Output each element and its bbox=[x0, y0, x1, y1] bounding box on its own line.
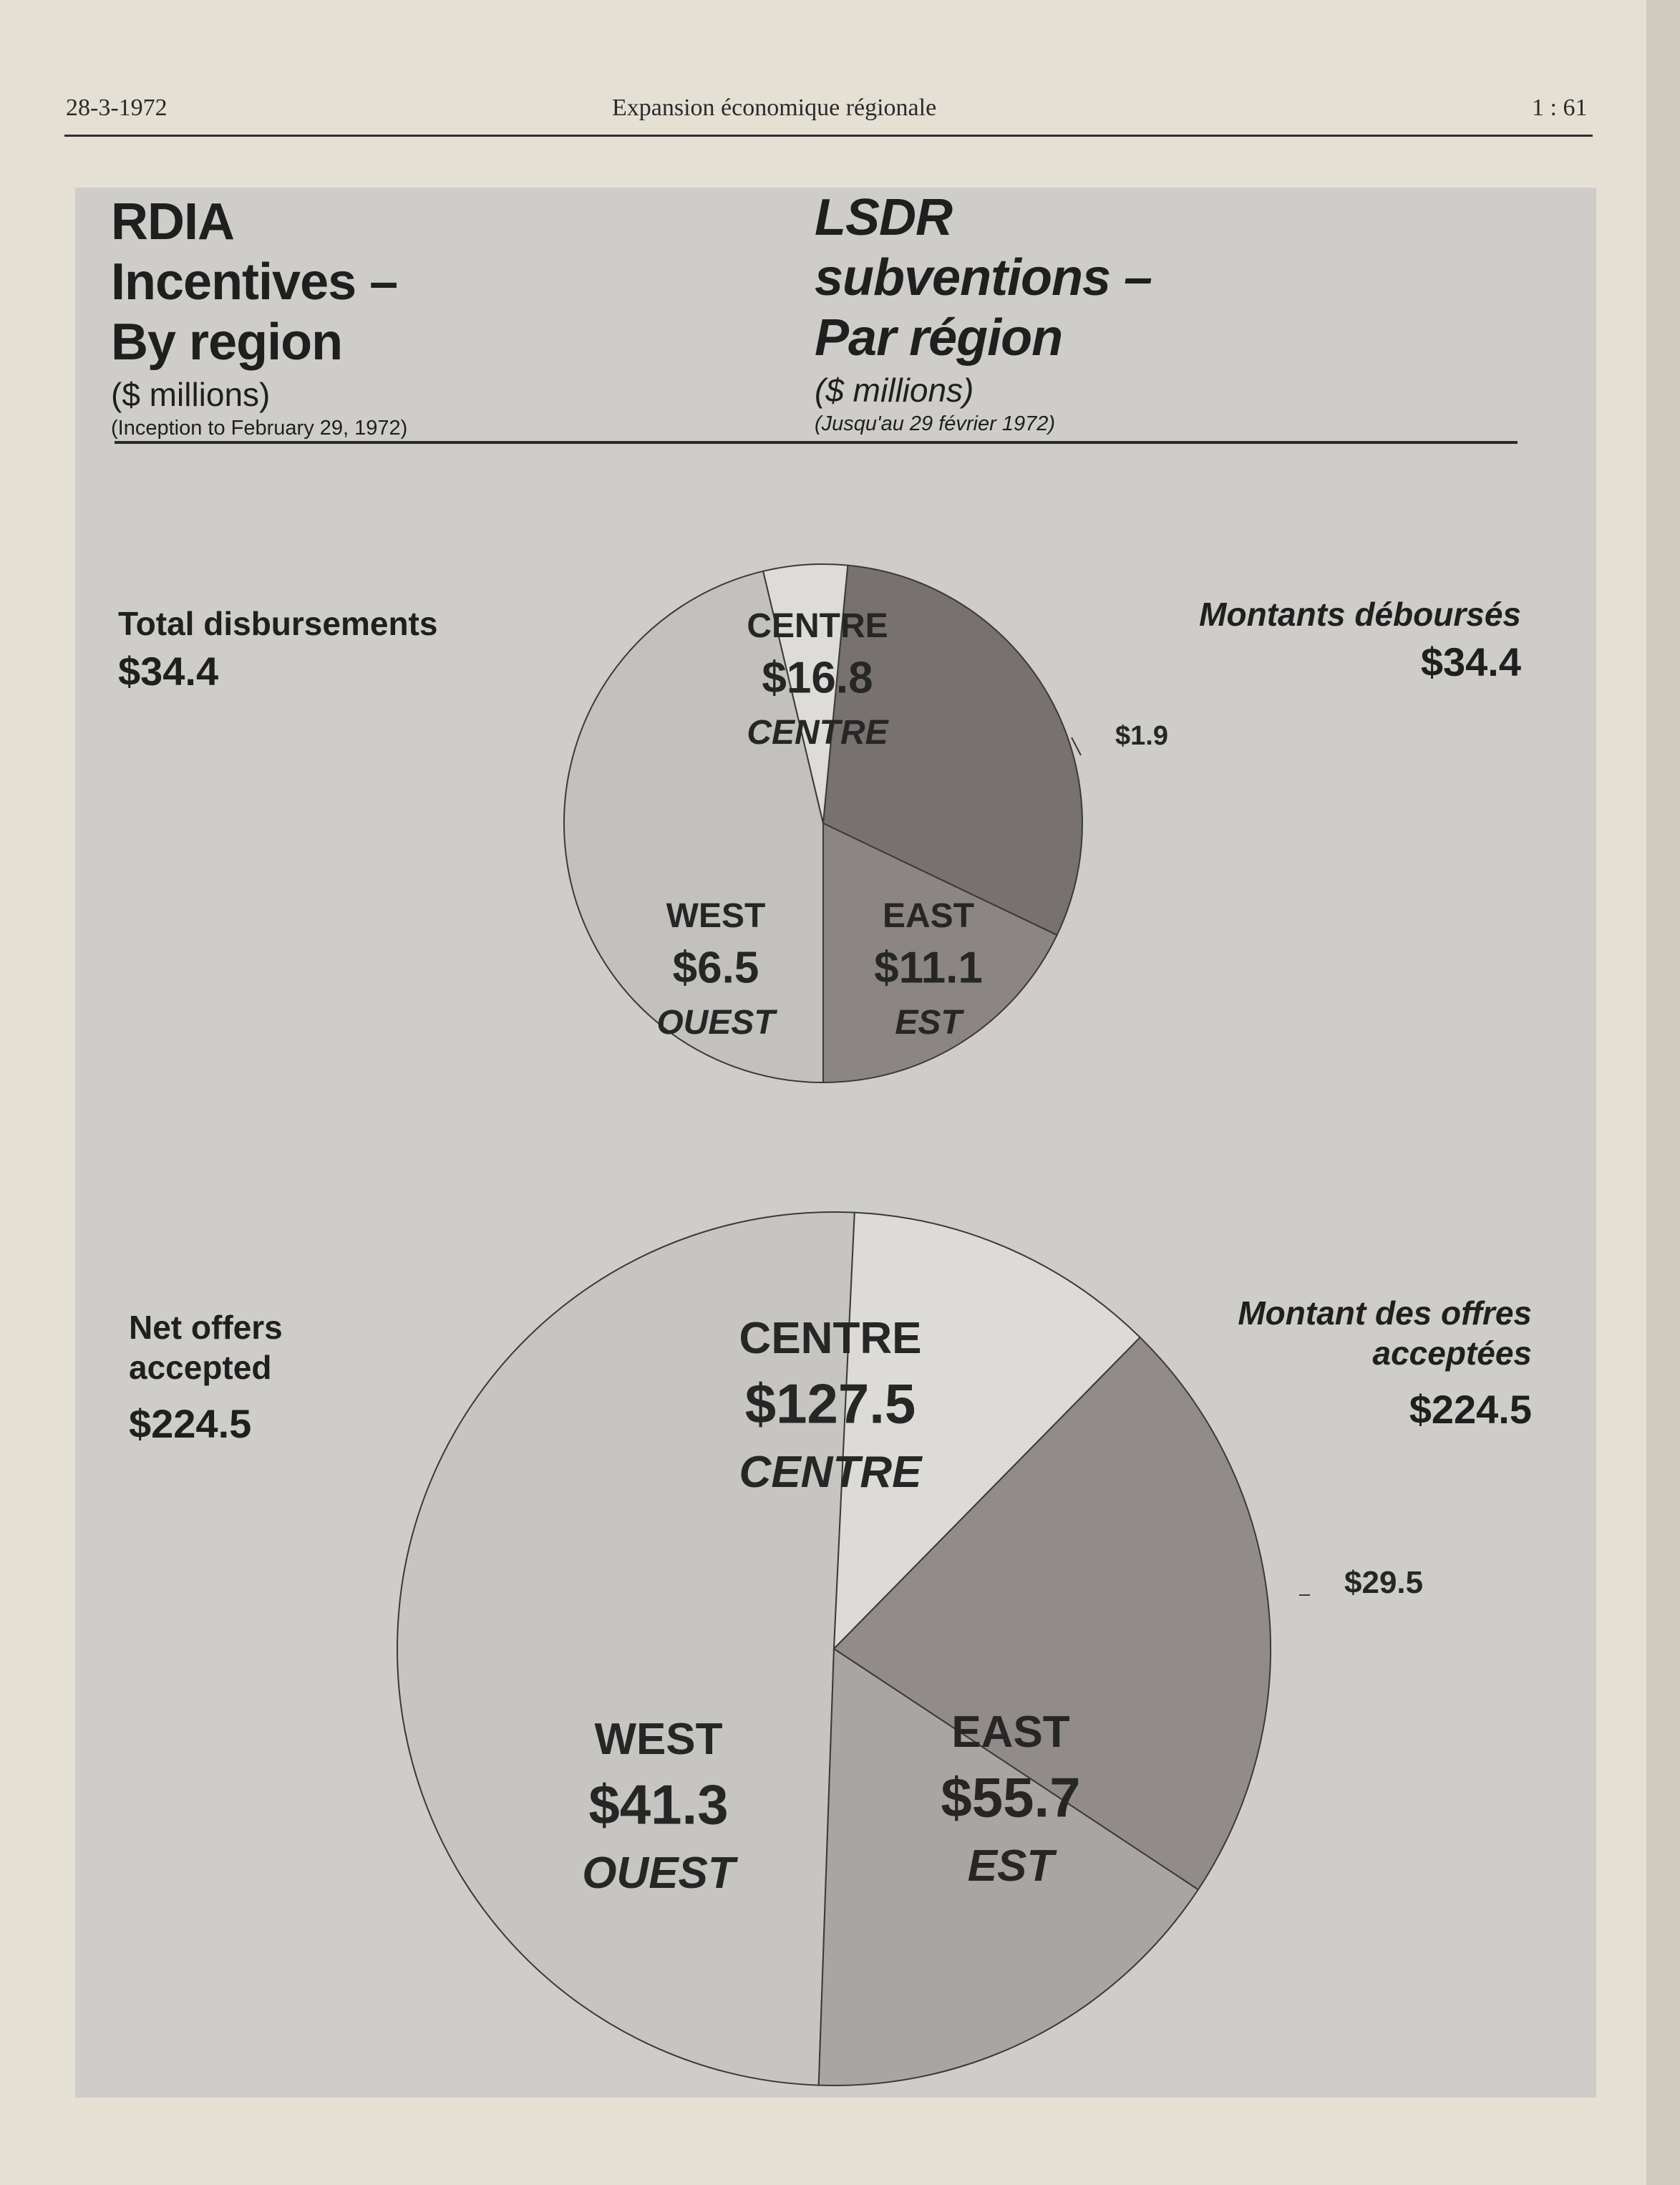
pie1-label-text: Montants déboursés bbox=[1199, 596, 1521, 633]
pie1-total: $34.4 bbox=[118, 649, 219, 694]
pie1-slice-other-value: $1.9 bbox=[1115, 721, 1168, 751]
pie1-label-text: Total disbursements bbox=[118, 605, 438, 642]
title-period: (Inception to February 29, 1972) bbox=[111, 417, 408, 440]
pie1-slice-east-name-fr: EST bbox=[895, 1003, 962, 1042]
pie2-slice-centre-name: CENTRE bbox=[739, 1314, 922, 1363]
title-period: (Jusqu'au 29 février 1972) bbox=[815, 412, 1056, 435]
title-line: By region bbox=[111, 314, 343, 371]
pie2-label-text: Net offers accepted bbox=[129, 1309, 283, 1386]
pie2-slice-west-name: WEST bbox=[594, 1715, 723, 1764]
pie2-total: $224.5 bbox=[1409, 1387, 1532, 1432]
pie2-slice-east-name-fr: EST bbox=[967, 1841, 1054, 1891]
pie1-slice-centre-value: $16.8 bbox=[762, 653, 873, 703]
header-title: Expansion économique régionale bbox=[612, 95, 937, 121]
pie2-slice-centre-name-fr: CENTRE bbox=[739, 1448, 922, 1498]
pie1-slice-west-name: WEST bbox=[666, 897, 766, 935]
pie2-slice-west-name-fr: OUEST bbox=[582, 1849, 735, 1899]
pie2-label-text: Montant des offres acceptées bbox=[1238, 1294, 1532, 1372]
pie2-total: $224.5 bbox=[129, 1401, 252, 1446]
pie2-slice-centre-value: $127.5 bbox=[744, 1372, 916, 1435]
pie2-slice-east-value: $55.7 bbox=[941, 1765, 1081, 1829]
title-line: subventions – bbox=[815, 249, 1152, 306]
pie1-slice-west-name-fr: OUEST bbox=[656, 1003, 775, 1042]
title-line: RDIA bbox=[111, 193, 234, 251]
pie2-slice-other-value: $29.5 bbox=[1344, 1565, 1424, 1600]
title-line: LSDR bbox=[815, 189, 952, 246]
title-line: Par région bbox=[815, 309, 1063, 367]
header-page-number: 1 : 61 bbox=[1532, 95, 1588, 121]
header-date: 28-3-1972 bbox=[66, 95, 167, 121]
pie2-slice-east-name: EAST bbox=[951, 1707, 1070, 1757]
title-units: ($ millions) bbox=[815, 372, 974, 409]
title-units: ($ millions) bbox=[111, 376, 271, 413]
pie1-slice-centre-name-fr: CENTRE bbox=[747, 713, 888, 752]
pie1-slice-centre-name: CENTRE bbox=[747, 607, 888, 645]
title-line: Incentives – bbox=[111, 253, 398, 311]
pie1-slice-west-value: $6.5 bbox=[672, 943, 759, 993]
pie1-total: $34.4 bbox=[1420, 639, 1521, 684]
pie1-slice-east-name: EAST bbox=[882, 897, 975, 935]
pie1-slice-east-value: $11.1 bbox=[874, 943, 983, 993]
pie2-slice-west-value: $41.3 bbox=[588, 1773, 729, 1836]
